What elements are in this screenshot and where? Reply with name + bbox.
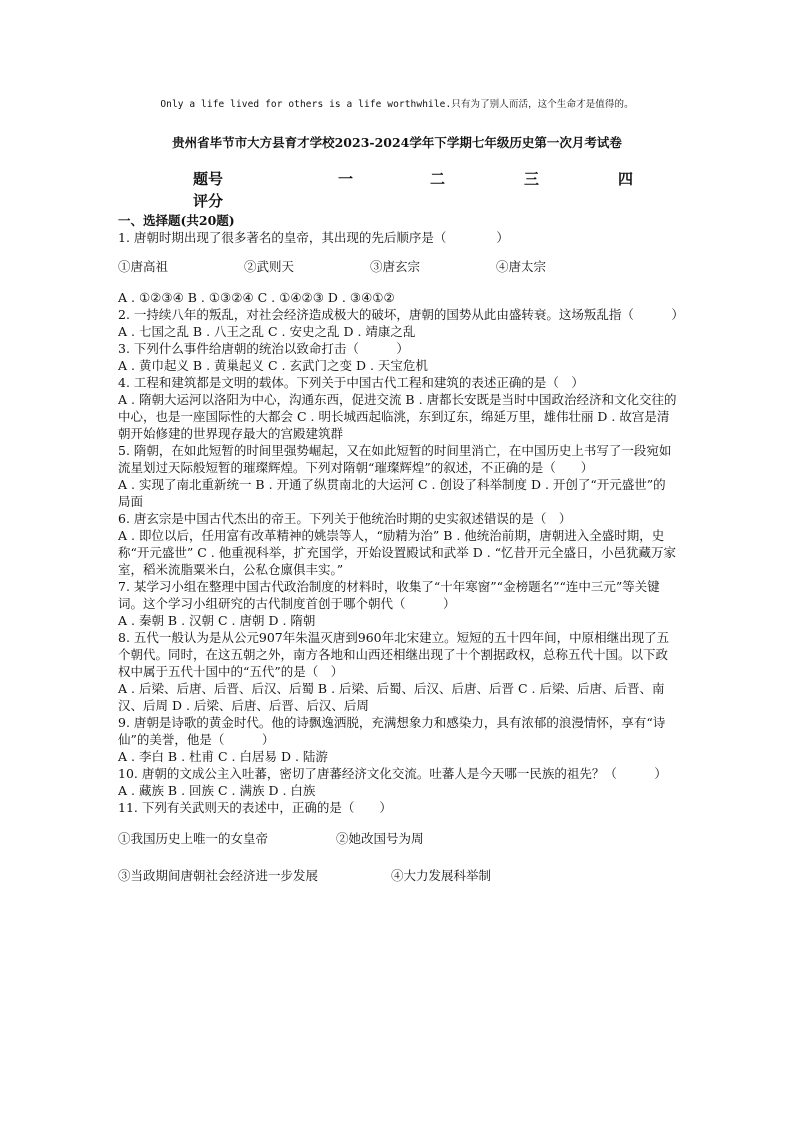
exam-title: 贵州省毕节市大方县育才学校2023-2024学年下学期七年级历史第一次月考试卷: [172, 135, 622, 150]
q1-item: ④唐太宗: [496, 259, 547, 274]
question-11-items-row1: [118, 830, 678, 847]
question-6-options: A . 即位以后，任用富有改革精神的姚崇等人，“励精为治” B . 他统治前期，唐朝进入全盛时期，史称“开元盛世” C . 他重视科举，扩充国学，开始设置殿试和武举 D . “忆昔开元全盛日，小邑犹藏万家室，稻米流脂粟米白，公私仓廪俱丰实。”: [118, 528, 677, 577]
question-3-stem: 3. 下列什么事件给唐朝的统治以致命打击（ ）: [118, 341, 409, 356]
q11-item: ③当政期间唐朝社会经济进一步发展: [118, 868, 319, 883]
question-8-options: A . 后梁、后唐、后晋、后汉、后蜀 B . 后梁、后蜀、后汉、后唐、后晋 C . 后梁、后唐、后晋、南汉、后周 D . 后梁、后唐、后晋、后汉、后周: [118, 681, 665, 713]
question-4-options: A . 隋朝大运河以洛阳为中心，沟通东西，促进交流 B . 唐都长安既是当时中国政治经济和文化交往的中心，也是一座国际性的大都会 C . 明长城西起临洮，东到辽东，绵延万里，雄伟壮丽 D . 故宫是清朝开始修建的世界现存最大的宫殿建筑群: [118, 392, 677, 441]
question-4-stem: 4. 工程和建筑都是文明的载体。下列关于中国古代工程和建筑的表述正确的是（ ）: [118, 375, 584, 390]
score-col-4: 四: [618, 170, 634, 188]
section-heading: 一、选择题(共20题): [118, 213, 235, 228]
score-col-3: 三: [524, 170, 540, 188]
question-5-options: A . 实现了南北重新统一 B . 开通了纵贯南北的大运河 C . 创设了科举制度 D . 开创了“开元盛世”的局面: [118, 477, 666, 509]
score-col-1: 一: [338, 170, 354, 188]
question-11-items-row2: [118, 867, 678, 884]
question-1-stem: 1. 唐朝时期出现了很多著名的皇帝，其出现的先后顺序是（ ）: [118, 230, 509, 245]
score-label-question-number: 题号: [193, 170, 224, 188]
score-col-2: 二: [430, 170, 446, 188]
question-9-options: A . 李白 B . 杜甫 C . 白居易 D . 陆游: [118, 749, 328, 764]
score-header-row: [193, 168, 643, 190]
question-2-stem: 2. 一持续八年的叛乱，对社会经济造成极大的破坏，唐朝的国势从此由盛转衰。这场叛乱指（ ）: [118, 307, 684, 322]
exam-body: [118, 212, 684, 894]
question-2-options: A . 七国之乱 B . 八王之乱 C . 安史之乱 D . 靖康之乱: [118, 324, 416, 339]
q1-item: ③唐玄宗: [370, 259, 421, 274]
question-9-stem: 9. 唐朝是诗歌的黄金时代。他的诗飘逸洒脱，充满想象力和感染力，具有浓郁的浪漫情怀，享有“诗仙”的美誉，他是（ ）: [118, 715, 666, 747]
question-10-stem: 10. 唐朝的文成公主入吐蕃，密切了唐蕃经济文化交流。吐蕃人是今天哪一民族的祖先？（ ）: [118, 766, 667, 781]
page-motto: Only a life lived for others is a life worthwhile.只有为了别人而活，这个生命才是值得的。: [160, 99, 634, 110]
question-3-options: A . 黄巾起义 B . 黄巢起义 C . 玄武门之变 D . 天宝危机: [118, 358, 428, 373]
question-7-options: A . 秦朝 B . 汉朝 C . 唐朝 D . 隋朝: [118, 613, 316, 628]
question-1-items: [118, 258, 678, 275]
question-1-options: A . ①②③④ B . ①③②④ C . ①④②③ D . ③④①②: [118, 290, 395, 305]
q11-item: ①我国历史上唯一的女皇帝: [118, 831, 269, 846]
question-10-options: A . 藏族 B . 回族 C . 满族 D . 白族: [118, 783, 316, 798]
question-5-stem: 5. 隋朝，在如此短暂的时间里强势崛起，又在如此短暂的时间里消亡，在中国历史上书写了一段宛如流星划过天际般短暂的璀璨辉煌。下列对隋朝“璀璨辉煌”的叙述，不正确的是（ ）: [118, 443, 672, 475]
question-11-stem: 11. 下列有关武则天的表述中，正确的是（ ）: [118, 800, 392, 815]
score-value-row: [193, 190, 643, 212]
q1-item: ②武则天: [244, 259, 295, 274]
score-label-score: 评分: [193, 192, 224, 210]
score-table: [193, 168, 643, 212]
q11-item: ④大力发展科举制: [391, 868, 492, 883]
q11-item: ②她改国号为周: [336, 831, 424, 846]
question-7-stem: 7. 某学习小组在整理中国古代政治制度的材料时，收集了“十年寒窗”“金榜题名”“连中三元”等关键词。这个学习小组研究的古代制度首创于哪个朝代（ ）: [118, 579, 660, 611]
q1-item: ①唐高祖: [118, 259, 169, 274]
question-6-stem: 6. 唐玄宗是中国古代杰出的帝王。下列关于他统治时期的史实叙述错误的是（ ）: [118, 511, 572, 526]
question-8-stem: 8. 五代一般认为是从公元907年朱温灭唐到960年北宋建立。短短的五十四年间，中原相继出现了五个朝代。同时，在这五朝之外，南方各地和山西还相继出现了十个割据政权，总称五代十国。以下政权中属于五代十国中的“五代”的是（ ）: [118, 630, 670, 679]
